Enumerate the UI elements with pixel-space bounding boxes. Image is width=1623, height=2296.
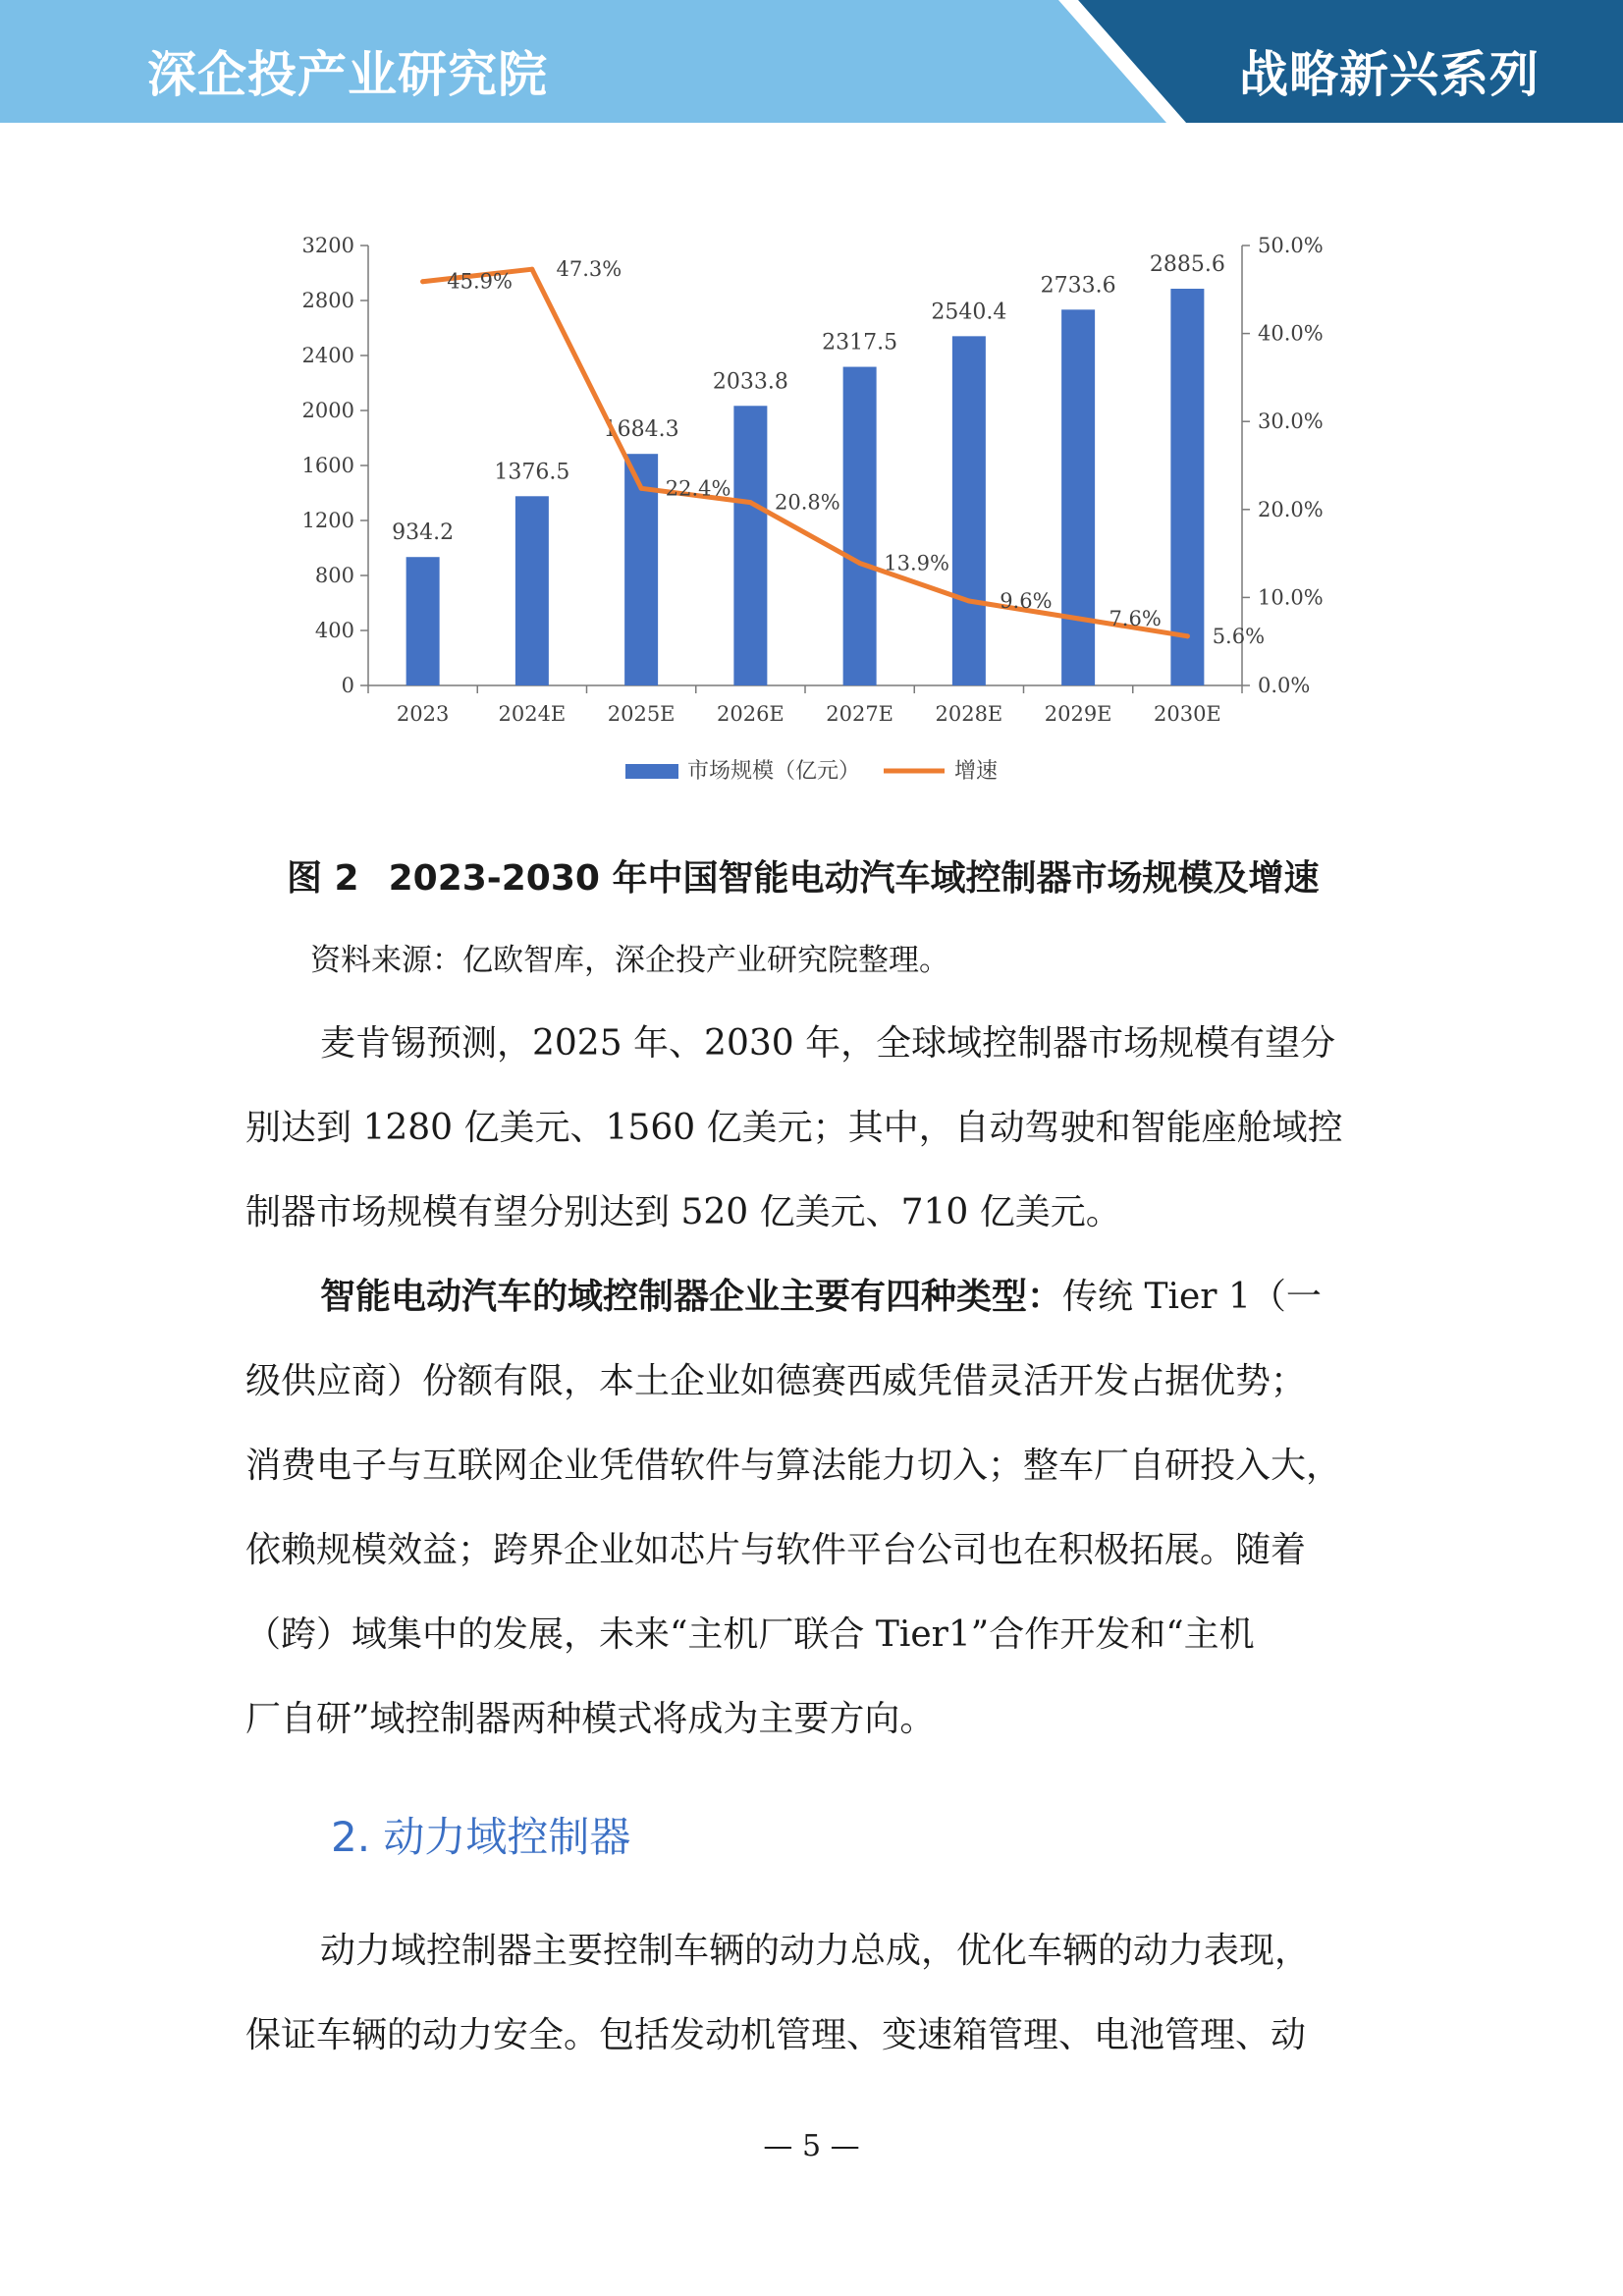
x-axis-category-label: 2030E [1153, 702, 1221, 726]
bar-value-label: 1684.3 [603, 417, 679, 443]
figure-caption [287, 850, 1319, 901]
figure-caption-text: 2023-2030 年中国智能电动汽车域控制器市场规模及增速 [388, 858, 1320, 899]
x-axis-category-label: 2023 [396, 702, 450, 726]
paragraph-lead-rest: 传统 Tier 1（一 [1062, 1277, 1322, 1317]
paragraph-line: 保证车辆的动力安全。包括发动机管理、变速箱管理、电池管理、动 [245, 2015, 1307, 2055]
institute-title: 深企投产业研究院 [147, 46, 548, 103]
growth-rate-point [1076, 616, 1081, 621]
bar [843, 367, 877, 685]
growth-rate-point [748, 500, 753, 505]
figure-number: 图 2 [287, 858, 359, 899]
x-axis-category-label: 2025E [607, 702, 676, 726]
paragraph-line: 麦肯锡预测，2025 年、2030 年，全球域控制器市场规模有望分 [320, 1023, 1336, 1064]
figure-source: 资料来源：亿欧智库，深企投产业研究院整理。 [310, 943, 949, 978]
paragraph-line: 级供应商）份额有限，本土企业如德赛西威凭借灵活开发占据优势； [245, 1361, 1307, 1401]
right-axis-tick-label: 20.0% [1258, 497, 1324, 521]
paragraph-power-domain [245, 1909, 1384, 2078]
series-title: 战略新兴系列 [1239, 46, 1540, 103]
growth-rate-label: 47.3% [556, 257, 622, 282]
legend-swatch-market-size [625, 764, 678, 779]
paragraph-line [245, 1255, 1384, 1339]
bar-value-label: 2733.6 [1040, 273, 1116, 299]
growth-rate-label: 9.6% [1000, 588, 1053, 613]
growth-rate-label: 20.8% [775, 490, 840, 515]
bar-value-label: 934.2 [392, 520, 455, 546]
x-axis-category-label: 2024E [498, 702, 567, 726]
bar [1170, 289, 1204, 685]
growth-rate-point [1185, 633, 1190, 638]
left-axis-tick-label: 2000 [301, 399, 354, 422]
right-axis-tick-label: 40.0% [1258, 321, 1324, 346]
market-size-chart [255, 216, 1345, 805]
paragraph-line: 动力域控制器主要控制车辆的动力总成，优化车辆的动力表现， [320, 1931, 1311, 1971]
right-axis-tick-label: 10.0% [1258, 585, 1324, 610]
right-axis-tick-label: 50.0% [1258, 234, 1324, 257]
section-heading: 2. 动力域控制器 [331, 1813, 631, 1861]
bar-value-label: 2885.6 [1149, 252, 1225, 278]
paragraph-line: 别达到 1280 亿美元、1560 亿美元；其中，自动驾驶和智能座舱域控 [245, 1108, 1343, 1148]
growth-rate-label: 7.6% [1109, 606, 1162, 630]
left-axis-tick-label: 400 [314, 619, 354, 642]
page-number: — 5 — [763, 2129, 860, 2163]
paragraph-line: 制器市场规模有望分别达到 520 亿美元、710 亿美元。 [245, 1192, 1121, 1232]
growth-rate-label: 22.4% [665, 476, 731, 501]
legend-label-market-size: 市场规模（亿元） [687, 759, 861, 784]
bar [406, 557, 440, 685]
x-axis-category-label: 2028E [935, 702, 1003, 726]
paragraph-line: 厂自研”域控制器两种模式将成为主要方向。 [245, 1699, 936, 1739]
paragraph-enterprise-types [245, 1255, 1384, 1762]
paragraph-mckinsey [245, 1002, 1384, 1255]
paragraph-line: 消费电子与互联网企业凭借软件与算法能力切入；整车厂自研投入大， [245, 1446, 1342, 1486]
bar [733, 406, 767, 685]
growth-rate-label: 45.9% [447, 269, 513, 294]
bar-value-label: 2033.8 [712, 369, 788, 395]
bar [1061, 309, 1095, 685]
x-axis-category-label: 2026E [716, 702, 784, 726]
paragraph-line: （跨）域集中的发展，未来“主机厂联合 Tier1”合作开发和“主机 [245, 1614, 1255, 1655]
left-axis-tick-label: 0 [341, 674, 354, 697]
bar [515, 496, 549, 685]
legend-label-growth: 增速 [954, 759, 999, 784]
right-axis-tick-label: 30.0% [1258, 410, 1324, 434]
growth-rate-point [529, 267, 534, 272]
x-axis-category-label: 2027E [826, 702, 894, 726]
left-axis-tick-label: 800 [314, 564, 354, 587]
bar-value-label: 2540.4 [931, 300, 1007, 325]
page-header [0, 0, 1623, 123]
bar [952, 336, 986, 685]
paragraph-lead-bold: 智能电动汽车的域控制器企业主要有四种类型： [320, 1277, 1063, 1317]
growth-rate-label: 13.9% [884, 551, 949, 575]
growth-rate-point [857, 561, 862, 566]
growth-rate-point [639, 486, 644, 491]
x-axis-category-label: 2029E [1044, 702, 1112, 726]
growth-rate-label: 5.6% [1212, 624, 1266, 648]
left-axis-tick-label: 1600 [301, 454, 354, 477]
growth-rate-point [420, 279, 425, 284]
left-axis-tick-label: 2400 [301, 344, 354, 367]
left-axis-tick-label: 1200 [301, 509, 354, 532]
right-axis-tick-label: 0.0% [1258, 674, 1311, 697]
left-axis-tick-label: 2800 [301, 289, 354, 312]
left-axis-tick-label: 3200 [301, 234, 354, 257]
growth-rate-point [966, 598, 971, 603]
bar-value-label: 1376.5 [494, 460, 570, 485]
bar-value-label: 2317.5 [822, 330, 898, 355]
paragraph-line: 依赖规模效益；跨界企业如芯片与软件平台公司也在积极拓展。随着 [245, 1530, 1307, 1570]
